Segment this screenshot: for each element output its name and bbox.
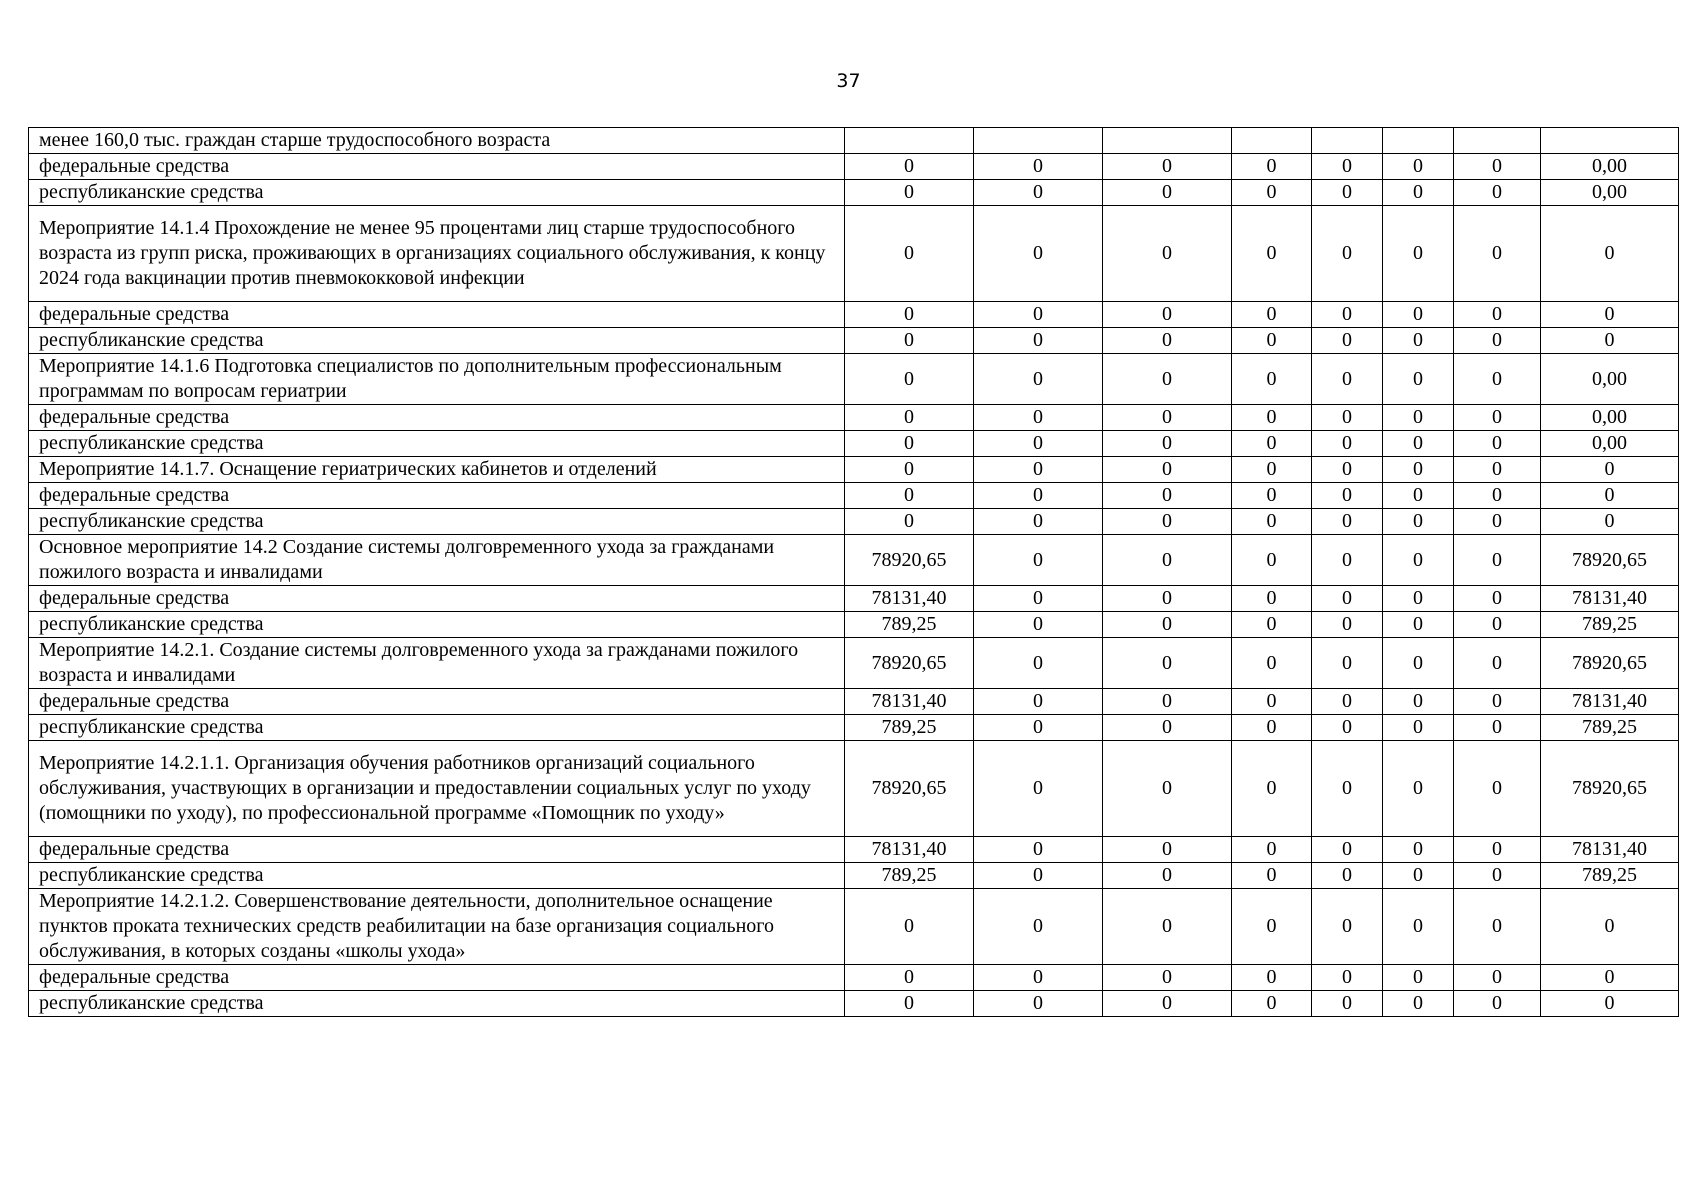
- value-cell: 0,00: [1541, 354, 1679, 405]
- value-cell: 0: [1312, 431, 1383, 457]
- row-label: Мероприятие 14.1.6 Подготовка специалистов по дополнительным профессиональным программам по вопросам гериатрии: [29, 354, 845, 405]
- value-cell: 789,25: [845, 863, 974, 889]
- value-cell: 0: [845, 431, 974, 457]
- table-row: [29, 612, 1679, 638]
- table-row: [29, 965, 1679, 991]
- table-row: [29, 154, 1679, 180]
- table-row: [29, 328, 1679, 354]
- value-cell: 0: [1312, 483, 1383, 509]
- value-cell: 0: [1454, 612, 1541, 638]
- value-cell: [845, 128, 974, 154]
- value-cell: 0: [845, 154, 974, 180]
- value-cell: 0: [1383, 206, 1454, 302]
- value-cell: 0: [1383, 483, 1454, 509]
- value-cell: 0: [974, 991, 1103, 1017]
- value-cell: 0: [1383, 612, 1454, 638]
- value-cell: 0: [845, 483, 974, 509]
- budget-table: [28, 127, 1679, 1017]
- value-cell: 0: [1103, 405, 1232, 431]
- value-cell: 0: [974, 328, 1103, 354]
- value-cell: 0: [1312, 206, 1383, 302]
- value-cell: 0: [1103, 535, 1232, 586]
- table-row: [29, 991, 1679, 1017]
- value-cell: 0: [845, 965, 974, 991]
- table-row: [29, 457, 1679, 483]
- value-cell: 0: [1312, 154, 1383, 180]
- value-cell: 0: [974, 889, 1103, 965]
- value-cell: 0: [1232, 483, 1312, 509]
- value-cell: 0: [974, 354, 1103, 405]
- row-label: республиканские средства: [29, 431, 845, 457]
- row-label: республиканские средства: [29, 612, 845, 638]
- value-cell: 0: [1103, 638, 1232, 689]
- value-cell: 0: [974, 715, 1103, 741]
- value-cell: 0: [845, 509, 974, 535]
- table-row: [29, 405, 1679, 431]
- value-cell: 0: [1312, 837, 1383, 863]
- table-row: [29, 509, 1679, 535]
- value-cell: 0: [1383, 638, 1454, 689]
- value-cell: 0: [1103, 328, 1232, 354]
- row-label: республиканские средства: [29, 991, 845, 1017]
- table-row: [29, 689, 1679, 715]
- value-cell: 0: [1103, 889, 1232, 965]
- value-cell: 0: [1103, 837, 1232, 863]
- value-cell: 0: [974, 405, 1103, 431]
- row-label: федеральные средства: [29, 154, 845, 180]
- value-cell: 0: [1454, 965, 1541, 991]
- value-cell: 0: [1454, 483, 1541, 509]
- page-number: 37: [836, 70, 861, 92]
- value-cell: 0: [1383, 154, 1454, 180]
- value-cell: 0: [845, 180, 974, 206]
- value-cell: 0: [1312, 991, 1383, 1017]
- value-cell: 0: [1232, 154, 1312, 180]
- row-label: республиканские средства: [29, 509, 845, 535]
- value-cell: 0: [1103, 965, 1232, 991]
- value-cell: 0: [1312, 302, 1383, 328]
- table-row: [29, 741, 1679, 837]
- value-cell: 0: [1103, 612, 1232, 638]
- value-cell: 789,25: [845, 612, 974, 638]
- value-cell: 0,00: [1541, 405, 1679, 431]
- value-cell: 0: [974, 741, 1103, 837]
- value-cell: 0: [974, 154, 1103, 180]
- table-row: [29, 715, 1679, 741]
- value-cell: 78131,40: [845, 586, 974, 612]
- value-cell: 0: [1232, 991, 1312, 1017]
- value-cell: 0: [1103, 180, 1232, 206]
- table-row: [29, 206, 1679, 302]
- value-cell: 0: [1312, 509, 1383, 535]
- value-cell: 0: [1383, 302, 1454, 328]
- value-cell: 0,00: [1541, 154, 1679, 180]
- value-cell: 0: [845, 354, 974, 405]
- value-cell: 789,25: [1541, 612, 1679, 638]
- value-cell: 0: [1103, 354, 1232, 405]
- row-label: республиканские средства: [29, 715, 845, 741]
- value-cell: 0: [1312, 741, 1383, 837]
- value-cell: 0: [1383, 741, 1454, 837]
- value-cell: 0: [1232, 302, 1312, 328]
- value-cell: 0: [1312, 612, 1383, 638]
- value-cell: 0: [1312, 405, 1383, 431]
- value-cell: 0: [1232, 457, 1312, 483]
- value-cell: 0: [1312, 689, 1383, 715]
- value-cell: 0: [1454, 715, 1541, 741]
- value-cell: 0: [1454, 206, 1541, 302]
- value-cell: 0: [1454, 638, 1541, 689]
- value-cell: 0: [1454, 837, 1541, 863]
- value-cell: 0: [1103, 991, 1232, 1017]
- value-cell: 0,00: [1541, 431, 1679, 457]
- value-cell: 78920,65: [1541, 741, 1679, 837]
- value-cell: 0: [845, 405, 974, 431]
- value-cell: 0: [1103, 302, 1232, 328]
- value-cell: 789,25: [1541, 863, 1679, 889]
- value-cell: 0: [1232, 689, 1312, 715]
- value-cell: 0: [1541, 483, 1679, 509]
- table-row: [29, 837, 1679, 863]
- value-cell: 0: [1454, 328, 1541, 354]
- value-cell: 78920,65: [1541, 535, 1679, 586]
- value-cell: 0: [845, 889, 974, 965]
- value-cell: [1232, 128, 1312, 154]
- value-cell: 0: [974, 612, 1103, 638]
- table-row: [29, 354, 1679, 405]
- value-cell: 0: [1541, 991, 1679, 1017]
- value-cell: 0: [1383, 863, 1454, 889]
- value-cell: 0: [845, 328, 974, 354]
- value-cell: [1312, 128, 1383, 154]
- value-cell: 0: [1383, 535, 1454, 586]
- value-cell: 0: [1312, 638, 1383, 689]
- value-cell: 0: [1312, 586, 1383, 612]
- value-cell: 0: [845, 991, 974, 1017]
- value-cell: 0: [845, 457, 974, 483]
- row-label: республиканские средства: [29, 863, 845, 889]
- value-cell: 0: [1103, 741, 1232, 837]
- value-cell: 0: [1103, 483, 1232, 509]
- value-cell: 78131,40: [1541, 586, 1679, 612]
- value-cell: 0: [1383, 328, 1454, 354]
- table-row: [29, 180, 1679, 206]
- table-row: [29, 302, 1679, 328]
- value-cell: [1454, 128, 1541, 154]
- value-cell: 0: [1383, 889, 1454, 965]
- value-cell: 0: [1103, 431, 1232, 457]
- value-cell: 78131,40: [845, 837, 974, 863]
- value-cell: 0: [1541, 889, 1679, 965]
- value-cell: 0: [1232, 612, 1312, 638]
- value-cell: 0: [1541, 302, 1679, 328]
- value-cell: 78920,65: [845, 535, 974, 586]
- value-cell: 0: [1232, 180, 1312, 206]
- value-cell: 0: [1383, 180, 1454, 206]
- value-cell: 0: [974, 206, 1103, 302]
- value-cell: 0: [1454, 457, 1541, 483]
- value-cell: 0: [1454, 431, 1541, 457]
- value-cell: 0: [974, 535, 1103, 586]
- value-cell: 0: [1454, 889, 1541, 965]
- value-cell: 0: [1232, 206, 1312, 302]
- value-cell: 0: [1103, 457, 1232, 483]
- value-cell: 0: [1312, 457, 1383, 483]
- value-cell: 0: [1383, 431, 1454, 457]
- value-cell: 0: [845, 302, 974, 328]
- value-cell: 789,25: [1541, 715, 1679, 741]
- value-cell: 0: [1454, 354, 1541, 405]
- value-cell: 0: [1383, 837, 1454, 863]
- value-cell: 0: [1541, 457, 1679, 483]
- table-row: [29, 535, 1679, 586]
- value-cell: 0: [1454, 689, 1541, 715]
- value-cell: 0,00: [1541, 180, 1679, 206]
- value-cell: 0: [1232, 965, 1312, 991]
- table-row: [29, 889, 1679, 965]
- value-cell: 0: [1454, 509, 1541, 535]
- table-body: [29, 128, 1679, 1017]
- table-row: [29, 586, 1679, 612]
- value-cell: 0: [1232, 535, 1312, 586]
- value-cell: 0: [974, 965, 1103, 991]
- value-cell: 0: [1541, 328, 1679, 354]
- value-cell: 0: [1454, 154, 1541, 180]
- value-cell: 0: [1232, 863, 1312, 889]
- value-cell: 0: [974, 863, 1103, 889]
- value-cell: 0: [1383, 354, 1454, 405]
- value-cell: 0: [974, 638, 1103, 689]
- value-cell: 0: [1232, 715, 1312, 741]
- table-row: [29, 128, 1679, 154]
- value-cell: 0: [1232, 837, 1312, 863]
- value-cell: 0: [974, 457, 1103, 483]
- row-label: федеральные средства: [29, 483, 845, 509]
- value-cell: 0: [974, 586, 1103, 612]
- value-cell: 0: [1312, 715, 1383, 741]
- row-label: Мероприятие 14.1.4 Прохождение не менее 95 процентами лиц старше трудоспособного возраста из групп риска, проживающих в организациях социального обслуживания, к концу 2024 года вакцинации против пневмококковой инфекции: [29, 206, 845, 302]
- value-cell: 0: [1454, 863, 1541, 889]
- row-label: федеральные средства: [29, 302, 845, 328]
- value-cell: [1541, 128, 1679, 154]
- value-cell: 0: [1383, 715, 1454, 741]
- value-cell: 0: [1312, 535, 1383, 586]
- value-cell: 0: [1383, 991, 1454, 1017]
- value-cell: 0: [1103, 715, 1232, 741]
- value-cell: 0: [974, 837, 1103, 863]
- row-label: менее 160,0 тыс. граждан старше трудоспособного возраста: [29, 128, 845, 154]
- value-cell: 0: [1312, 328, 1383, 354]
- table-row: [29, 483, 1679, 509]
- table-row: [29, 863, 1679, 889]
- value-cell: 78131,40: [1541, 837, 1679, 863]
- value-cell: 0: [974, 302, 1103, 328]
- value-cell: 0: [1383, 965, 1454, 991]
- row-label: федеральные средства: [29, 837, 845, 863]
- value-cell: 0: [1312, 965, 1383, 991]
- value-cell: 0: [1454, 741, 1541, 837]
- value-cell: [1383, 128, 1454, 154]
- value-cell: 0: [1312, 180, 1383, 206]
- value-cell: 0: [974, 509, 1103, 535]
- row-label: Мероприятие 14.2.1.1. Организация обучения работников организаций социального обслуживания, участвующих в организации и предоставлении социальных услуг по уходу (помощники по уходу), по профессиональной программе «Помощник по уходу»: [29, 741, 845, 837]
- row-label: Мероприятие 14.2.1.2. Совершенствование деятельности, дополнительное оснащение пунктов проката технических средств реабилитации на базе организация социального обслуживания, в которых созданы «школы ухода»: [29, 889, 845, 965]
- row-label: Мероприятие 14.1.7. Оснащение гериатрических кабинетов и отделений: [29, 457, 845, 483]
- value-cell: 0: [1383, 689, 1454, 715]
- value-cell: 0: [1232, 354, 1312, 405]
- row-label: федеральные средства: [29, 689, 845, 715]
- value-cell: 0: [1541, 509, 1679, 535]
- value-cell: 0: [1232, 328, 1312, 354]
- value-cell: 0: [1103, 689, 1232, 715]
- value-cell: 0: [1312, 889, 1383, 965]
- value-cell: 0: [1541, 206, 1679, 302]
- row-label: федеральные средства: [29, 586, 845, 612]
- value-cell: 0: [1103, 863, 1232, 889]
- table-row: [29, 638, 1679, 689]
- value-cell: 0: [1232, 431, 1312, 457]
- value-cell: 78920,65: [1541, 638, 1679, 689]
- value-cell: 0: [974, 180, 1103, 206]
- value-cell: 0: [1454, 405, 1541, 431]
- value-cell: 78920,65: [845, 638, 974, 689]
- value-cell: 0: [1312, 354, 1383, 405]
- value-cell: [974, 128, 1103, 154]
- row-label: федеральные средства: [29, 965, 845, 991]
- value-cell: 0: [1103, 154, 1232, 180]
- value-cell: 78131,40: [845, 689, 974, 715]
- value-cell: 78131,40: [1541, 689, 1679, 715]
- value-cell: 0: [1103, 509, 1232, 535]
- value-cell: 78920,65: [845, 741, 974, 837]
- value-cell: 0: [1383, 509, 1454, 535]
- row-label: Основное мероприятие 14.2 Создание системы долговременного ухода за гражданами пожилого возраста и инвалидами: [29, 535, 845, 586]
- value-cell: 0: [1312, 863, 1383, 889]
- table-row: [29, 431, 1679, 457]
- value-cell: 0: [1383, 457, 1454, 483]
- value-cell: 0: [1454, 586, 1541, 612]
- value-cell: 0: [1541, 965, 1679, 991]
- value-cell: 789,25: [845, 715, 974, 741]
- value-cell: 0: [845, 206, 974, 302]
- value-cell: 0: [1383, 405, 1454, 431]
- value-cell: 0: [1232, 889, 1312, 965]
- row-label: Мероприятие 14.2.1. Создание системы долговременного ухода за гражданами пожилого возраста и инвалидами: [29, 638, 845, 689]
- value-cell: 0: [974, 483, 1103, 509]
- value-cell: 0: [974, 431, 1103, 457]
- value-cell: 0: [1232, 509, 1312, 535]
- row-label: федеральные средства: [29, 405, 845, 431]
- value-cell: 0: [1454, 535, 1541, 586]
- value-cell: [1103, 128, 1232, 154]
- value-cell: 0: [1103, 206, 1232, 302]
- value-cell: 0: [974, 689, 1103, 715]
- row-label: республиканские средства: [29, 180, 845, 206]
- value-cell: 0: [1232, 741, 1312, 837]
- value-cell: 0: [1454, 991, 1541, 1017]
- value-cell: 0: [1232, 586, 1312, 612]
- value-cell: 0: [1232, 638, 1312, 689]
- value-cell: 0: [1383, 586, 1454, 612]
- value-cell: 0: [1454, 302, 1541, 328]
- value-cell: 0: [1454, 180, 1541, 206]
- row-label: республиканские средства: [29, 328, 845, 354]
- value-cell: 0: [1103, 586, 1232, 612]
- value-cell: 0: [1232, 405, 1312, 431]
